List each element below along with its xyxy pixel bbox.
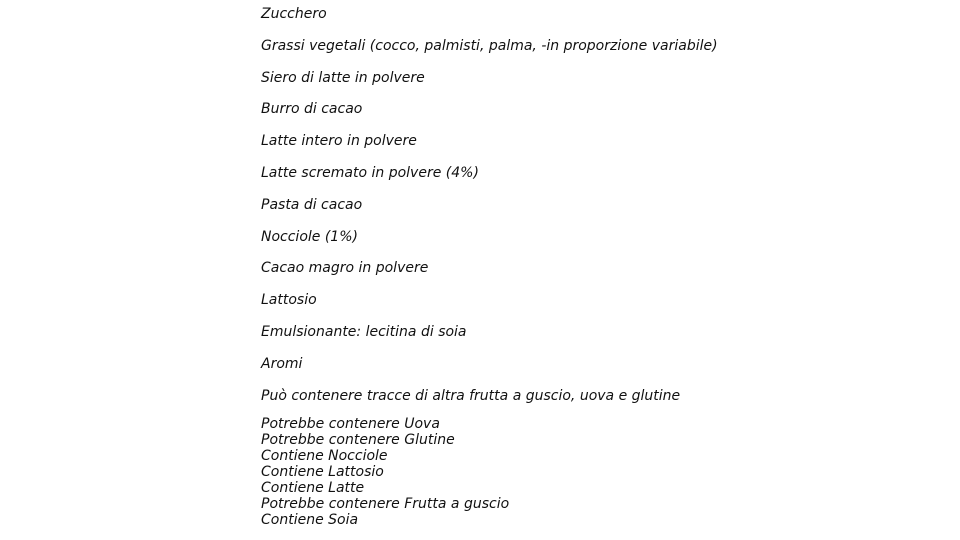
- ingredient-item: Siero di latte in polvere: [261, 69, 425, 86]
- ingredient-item: Emulsionante: lecitina di soia: [261, 323, 467, 340]
- ingredient-item: Grassi vegetali (cocco, palmisti, palma, -in proporzione variabile): [261, 37, 718, 54]
- allergen-item: Contiene Soia: [261, 512, 359, 528]
- allergen-item: Potrebbe contenere Frutta a guscio: [261, 496, 510, 512]
- ingredient-item: Latte intero in polvere: [261, 133, 417, 150]
- allergen-item: Contiene Latte: [261, 480, 365, 496]
- ingredient-item: Cacao magro in polvere: [261, 260, 429, 277]
- ingredient-item: Latte scremato in polvere (4%): [261, 164, 479, 181]
- ingredient-item: Zucchero: [261, 6, 327, 22]
- ingredient-item: Aromi: [261, 355, 303, 372]
- trace-warning: Può contenere tracce di altra frutta a guscio, uova e glutine: [261, 387, 681, 404]
- allergen-item: Contiene Lattosio: [261, 464, 384, 480]
- allergen-item: Potrebbe contenere Uova: [261, 416, 440, 432]
- allergen-item: Contiene Nocciole: [261, 448, 388, 464]
- ingredient-item: Pasta di cacao: [261, 196, 363, 213]
- ingredient-item: Lattosio: [261, 292, 317, 309]
- allergen-item: Potrebbe contenere Glutine: [261, 432, 455, 448]
- ingredient-item: Nocciole (1%): [261, 228, 358, 245]
- ingredient-item: Burro di cacao: [261, 101, 363, 118]
- ingredients-list: [261, 4, 941, 417]
- allergen-list: [261, 416, 941, 528]
